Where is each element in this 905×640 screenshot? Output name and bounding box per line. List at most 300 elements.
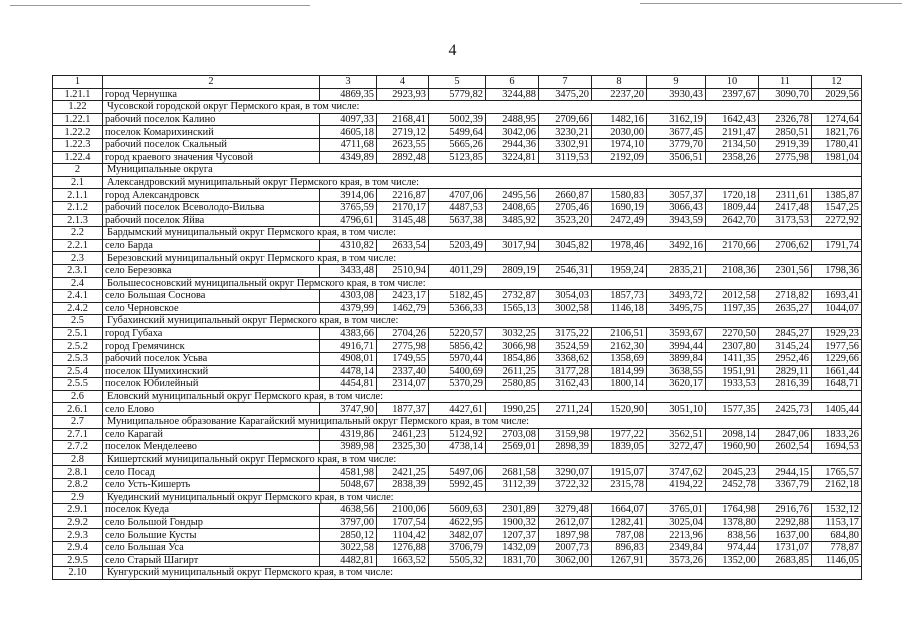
value-cell: 2580,85	[486, 378, 539, 391]
value-cell: 3573,26	[647, 554, 706, 567]
value-cell: 3244,88	[486, 88, 539, 101]
value-cell: 3994,44	[647, 340, 706, 353]
value-cell: 1693,41	[812, 290, 862, 303]
row-code: 2.8.1	[53, 466, 103, 479]
row-code: 2.9	[53, 491, 103, 504]
section-title: Губахинский муниципальный округ Пермского края, в том числе:	[103, 315, 862, 328]
value-cell: 3747,90	[320, 403, 377, 416]
table-row	[53, 516, 862, 529]
value-cell: 5779,82	[429, 88, 486, 101]
value-cell: 2461,23	[377, 428, 429, 441]
value-cell: 3706,79	[429, 541, 486, 554]
value-cell: 2681,58	[486, 466, 539, 479]
value-cell: 2162,30	[592, 340, 647, 353]
value-cell: 684,80	[812, 529, 862, 542]
value-cell: 2030,00	[592, 126, 647, 139]
table-row	[53, 239, 862, 252]
row-code: 2.5	[53, 315, 103, 328]
value-cell: 2192,09	[592, 151, 647, 164]
value-cell: 1731,07	[759, 541, 812, 554]
value-cell: 1462,79	[377, 302, 429, 315]
value-cell: 1565,13	[486, 302, 539, 315]
value-cell: 5856,42	[429, 340, 486, 353]
settlement-name: село Посад	[103, 466, 320, 479]
section-title: Кишертский муниципальный округ Пермского края, в том числе:	[103, 453, 862, 466]
value-cell: 3620,17	[647, 378, 706, 391]
settlement-name: село Большая Соснова	[103, 290, 320, 303]
value-cell: 2098,14	[706, 428, 759, 441]
section-row	[53, 315, 862, 328]
table-row	[53, 302, 862, 315]
table-row	[53, 554, 862, 567]
table-row	[53, 441, 862, 454]
value-cell: 2633,54	[377, 239, 429, 252]
value-cell: 2168,41	[377, 113, 429, 126]
value-cell: 2944,36	[486, 138, 539, 151]
section-row	[53, 252, 862, 265]
value-cell: 3765,01	[647, 504, 706, 517]
value-cell: 1352,00	[706, 554, 759, 567]
table-row	[53, 353, 862, 366]
settlement-name: рабочий поселок Яйва	[103, 214, 320, 227]
value-cell: 4349,89	[320, 151, 377, 164]
column-number-row	[53, 76, 862, 89]
scan-edge-line-right	[640, 3, 902, 4]
settlement-name: село Большой Гондыр	[103, 516, 320, 529]
value-cell: 2569,01	[486, 441, 539, 454]
value-cell: 2216,87	[377, 189, 429, 202]
value-cell: 3290,07	[539, 466, 592, 479]
value-cell: 4310,82	[320, 239, 377, 252]
value-cell: 2452,78	[706, 479, 759, 492]
value-cell: 4478,14	[320, 365, 377, 378]
value-cell: 3765,59	[320, 201, 377, 214]
value-cell: 4319,86	[320, 428, 377, 441]
value-cell: 5220,57	[429, 327, 486, 340]
value-cell: 1833,26	[812, 428, 862, 441]
value-cell: 3899,84	[647, 353, 706, 366]
value-cell: 2705,46	[539, 201, 592, 214]
value-cell: 1765,57	[812, 466, 862, 479]
value-cell: 3593,67	[647, 327, 706, 340]
value-cell: 5182,45	[429, 290, 486, 303]
section-title: Еловский муниципальный округ Пермского края, в том числе:	[103, 390, 862, 403]
value-cell: 1900,32	[486, 516, 539, 529]
value-cell: 1547,25	[812, 201, 862, 214]
value-cell: 5400,69	[429, 365, 486, 378]
value-cell: 2704,26	[377, 327, 429, 340]
value-cell: 4638,56	[320, 504, 377, 517]
value-cell: 1282,41	[592, 516, 647, 529]
settlement-name: рабочий поселок Усьва	[103, 353, 320, 366]
value-cell: 3042,06	[486, 126, 539, 139]
value-cell: 2850,51	[759, 126, 812, 139]
value-cell: 4711,68	[320, 138, 377, 151]
value-cell: 1577,35	[706, 403, 759, 416]
settlement-name: город Гремячинск	[103, 340, 320, 353]
section-row	[53, 416, 862, 429]
table-row	[53, 126, 862, 139]
value-cell: 2012,58	[706, 290, 759, 303]
value-cell: 2106,51	[592, 327, 647, 340]
section-title: Кунгурский муниципальный округ Пермского края, в том числе:	[103, 567, 862, 580]
value-cell: 1929,23	[812, 327, 862, 340]
tariff-table	[52, 75, 862, 580]
scan-edge-line-left	[10, 5, 310, 6]
settlement-name: село Большая Уса	[103, 541, 320, 554]
value-cell: 1378,80	[706, 516, 759, 529]
value-cell: 3493,72	[647, 290, 706, 303]
value-cell: 2301,89	[486, 504, 539, 517]
table-row	[53, 327, 862, 340]
value-cell: 4622,95	[429, 516, 486, 529]
value-cell: 1104,42	[377, 529, 429, 542]
settlement-name: село Елово	[103, 403, 320, 416]
value-cell: 3495,75	[647, 302, 706, 315]
row-code: 2.4.2	[53, 302, 103, 315]
value-cell: 3492,16	[647, 239, 706, 252]
section-row	[53, 277, 862, 290]
value-cell: 2732,87	[486, 290, 539, 303]
value-cell: 5609,63	[429, 504, 486, 517]
value-cell: 3022,58	[320, 541, 377, 554]
value-cell: 5048,67	[320, 479, 377, 492]
value-cell: 3057,37	[647, 189, 706, 202]
value-cell: 4908,01	[320, 353, 377, 366]
value-cell: 2838,39	[377, 479, 429, 492]
value-cell: 787,08	[592, 529, 647, 542]
value-cell: 1877,37	[377, 403, 429, 416]
value-cell: 4487,53	[429, 201, 486, 214]
column-number-cell: 4	[377, 76, 429, 89]
value-cell: 2170,17	[377, 201, 429, 214]
value-cell: 1959,24	[592, 264, 647, 277]
value-cell: 3475,20	[539, 88, 592, 101]
settlement-name: село Карагай	[103, 428, 320, 441]
value-cell: 1044,07	[812, 302, 862, 315]
value-cell: 2510,94	[377, 264, 429, 277]
value-cell: 5992,45	[429, 479, 486, 492]
value-cell: 2408,65	[486, 201, 539, 214]
row-code: 2.8.2	[53, 479, 103, 492]
settlement-name: село Барда	[103, 239, 320, 252]
value-cell: 3017,94	[486, 239, 539, 252]
value-cell: 2703,08	[486, 428, 539, 441]
value-cell: 4011,29	[429, 264, 486, 277]
value-cell: 1707,54	[377, 516, 429, 529]
row-code: 2.5.2	[53, 340, 103, 353]
value-cell: 2683,85	[759, 554, 812, 567]
value-cell: 3145,48	[377, 214, 429, 227]
value-cell: 4194,22	[647, 479, 706, 492]
value-cell: 1648,71	[812, 378, 862, 391]
settlement-name: рабочий поселок Калино	[103, 113, 320, 126]
value-cell: 5124,92	[429, 428, 486, 441]
value-cell: 1664,07	[592, 504, 647, 517]
value-cell: 3177,28	[539, 365, 592, 378]
table-row	[53, 290, 862, 303]
section-row	[53, 164, 862, 177]
value-cell: 2706,62	[759, 239, 812, 252]
column-number-cell: 5	[429, 76, 486, 89]
value-cell: 3302,91	[539, 138, 592, 151]
value-cell: 3162,43	[539, 378, 592, 391]
value-cell: 1580,83	[592, 189, 647, 202]
value-cell: 1358,69	[592, 353, 647, 366]
value-cell: 2850,12	[320, 529, 377, 542]
value-cell: 3025,04	[647, 516, 706, 529]
table-row	[53, 113, 862, 126]
value-cell: 4454,81	[320, 378, 377, 391]
section-title: Чусовской городской округ Пермского края, в том числе:	[103, 101, 862, 114]
value-cell: 2301,56	[759, 264, 812, 277]
value-cell: 2191,47	[706, 126, 759, 139]
value-cell: 4383,66	[320, 327, 377, 340]
value-cell: 2845,27	[759, 327, 812, 340]
value-cell: 3638,55	[647, 365, 706, 378]
value-cell: 1791,74	[812, 239, 862, 252]
value-cell: 3485,92	[486, 214, 539, 227]
value-cell: 2358,26	[706, 151, 759, 164]
row-code: 1.21.1	[53, 88, 103, 101]
value-cell: 2425,73	[759, 403, 812, 416]
value-cell: 2719,12	[377, 126, 429, 139]
value-cell: 1661,44	[812, 365, 862, 378]
value-cell: 1411,35	[706, 353, 759, 366]
row-code: 2.7.1	[53, 428, 103, 441]
value-cell: 1951,91	[706, 365, 759, 378]
row-code: 1.22.2	[53, 126, 103, 139]
row-code: 2.5.5	[53, 378, 103, 391]
row-code: 2.10	[53, 567, 103, 580]
value-cell: 2775,98	[377, 340, 429, 353]
value-cell: 4379,99	[320, 302, 377, 315]
section-row	[53, 227, 862, 240]
value-cell: 3433,48	[320, 264, 377, 277]
value-cell: 2546,31	[539, 264, 592, 277]
value-cell: 3722,32	[539, 479, 592, 492]
section-row	[53, 390, 862, 403]
value-cell: 4738,14	[429, 441, 486, 454]
row-code: 2	[53, 164, 103, 177]
settlement-name: рабочий поселок Скальный	[103, 138, 320, 151]
settlement-name: поселок Шумихинский	[103, 365, 320, 378]
settlement-name: поселок Менделеево	[103, 441, 320, 454]
value-cell: 1274,64	[812, 113, 862, 126]
settlement-name: город Александровск	[103, 189, 320, 202]
row-code: 1.22	[53, 101, 103, 114]
row-code: 2.4	[53, 277, 103, 290]
value-cell: 1800,14	[592, 378, 647, 391]
row-code: 1.22.3	[53, 138, 103, 151]
value-cell: 1229,66	[812, 353, 862, 366]
row-code: 2.9.4	[53, 541, 103, 554]
value-cell: 3045,82	[539, 239, 592, 252]
value-cell: 2311,61	[759, 189, 812, 202]
table-row	[53, 214, 862, 227]
row-code: 2.7	[53, 416, 103, 429]
table-row	[53, 201, 862, 214]
settlement-name: город краевого значения Чусовой	[103, 151, 320, 164]
value-cell: 3112,39	[486, 479, 539, 492]
value-cell: 3159,98	[539, 428, 592, 441]
section-title: Александровский муниципальный округ Пермского края, в том числе:	[103, 176, 862, 189]
value-cell: 2809,19	[486, 264, 539, 277]
value-cell: 2635,27	[759, 302, 812, 315]
value-cell: 1933,53	[706, 378, 759, 391]
value-cell: 3119,53	[539, 151, 592, 164]
value-cell: 4707,06	[429, 189, 486, 202]
value-cell: 3943,59	[647, 214, 706, 227]
value-cell: 4482,81	[320, 554, 377, 567]
value-cell: 3747,62	[647, 466, 706, 479]
value-cell: 3162,19	[647, 113, 706, 126]
value-cell: 1276,88	[377, 541, 429, 554]
value-cell: 3175,22	[539, 327, 592, 340]
row-code: 1.22.4	[53, 151, 103, 164]
value-cell: 3779,70	[647, 138, 706, 151]
value-cell: 1694,53	[812, 441, 862, 454]
value-cell: 1482,16	[592, 113, 647, 126]
value-cell: 1780,41	[812, 138, 862, 151]
value-cell: 5370,29	[429, 378, 486, 391]
value-cell: 4581,98	[320, 466, 377, 479]
page-number: 4	[448, 42, 457, 59]
value-cell: 2642,70	[706, 214, 759, 227]
table-row	[53, 340, 862, 353]
value-cell: 1207,37	[486, 529, 539, 542]
row-code: 2.3.1	[53, 264, 103, 277]
row-code: 2.1.3	[53, 214, 103, 227]
value-cell: 5002,39	[429, 113, 486, 126]
section-row	[53, 491, 862, 504]
row-code: 2.9.5	[53, 554, 103, 567]
value-cell: 4097,33	[320, 113, 377, 126]
table-row	[53, 365, 862, 378]
value-cell: 1385,87	[812, 189, 862, 202]
settlement-name: село Большие Кусты	[103, 529, 320, 542]
value-cell: 2337,40	[377, 365, 429, 378]
value-cell: 1720,18	[706, 189, 759, 202]
value-cell: 2711,24	[539, 403, 592, 416]
table-row	[53, 403, 862, 416]
row-code: 2.6.1	[53, 403, 103, 416]
value-cell: 5637,38	[429, 214, 486, 227]
table-body	[53, 76, 862, 580]
column-number-cell: 3	[320, 76, 377, 89]
value-cell: 2829,11	[759, 365, 812, 378]
value-cell: 2349,84	[647, 541, 706, 554]
value-cell: 3002,58	[539, 302, 592, 315]
value-cell: 3989,98	[320, 441, 377, 454]
value-cell: 3562,51	[647, 428, 706, 441]
value-cell: 2816,39	[759, 378, 812, 391]
row-code: 2.1.1	[53, 189, 103, 202]
row-code: 2.1	[53, 176, 103, 189]
section-title: Муниципальные округа	[103, 164, 862, 177]
value-cell: 5497,06	[429, 466, 486, 479]
value-cell: 3230,21	[539, 126, 592, 139]
section-row	[53, 176, 862, 189]
value-cell: 1978,46	[592, 239, 647, 252]
value-cell: 3062,00	[539, 554, 592, 567]
value-cell: 1532,12	[812, 504, 862, 517]
column-number-cell: 8	[592, 76, 647, 89]
value-cell: 5366,33	[429, 302, 486, 315]
value-cell: 4916,71	[320, 340, 377, 353]
value-cell: 1831,70	[486, 554, 539, 567]
table-row	[53, 466, 862, 479]
value-cell: 1637,00	[759, 529, 812, 542]
value-cell: 1798,36	[812, 264, 862, 277]
value-cell: 2029,56	[812, 88, 862, 101]
value-cell: 1897,98	[539, 529, 592, 542]
row-code: 2.3	[53, 252, 103, 265]
column-number-cell: 12	[812, 76, 862, 89]
settlement-name: поселок Куеда	[103, 504, 320, 517]
value-cell: 4869,35	[320, 88, 377, 101]
value-cell: 1857,73	[592, 290, 647, 303]
value-cell: 2007,73	[539, 541, 592, 554]
value-cell: 2916,76	[759, 504, 812, 517]
value-cell: 1146,05	[812, 554, 862, 567]
section-title: Березовский муниципальный округ Пермского края, в том числе:	[103, 252, 862, 265]
table-row	[53, 138, 862, 151]
table-row	[53, 88, 862, 101]
column-number-cell: 10	[706, 76, 759, 89]
value-cell: 778,87	[812, 541, 862, 554]
value-cell: 1821,76	[812, 126, 862, 139]
value-cell: 2326,78	[759, 113, 812, 126]
value-cell: 1915,07	[592, 466, 647, 479]
value-cell: 838,56	[706, 529, 759, 542]
table-row	[53, 378, 862, 391]
value-cell: 4427,61	[429, 403, 486, 416]
value-cell: 1990,25	[486, 403, 539, 416]
section-title: Бардымский муниципальный округ Пермского края, в том числе:	[103, 227, 862, 240]
value-cell: 1764,98	[706, 504, 759, 517]
value-cell: 3797,00	[320, 516, 377, 529]
value-cell: 2611,25	[486, 365, 539, 378]
value-cell: 4796,61	[320, 214, 377, 227]
value-cell: 2612,07	[539, 516, 592, 529]
value-cell: 1854,86	[486, 353, 539, 366]
value-cell: 1146,18	[592, 302, 647, 315]
value-cell: 1977,22	[592, 428, 647, 441]
settlement-name: село Старый Шагирт	[103, 554, 320, 567]
value-cell: 2623,55	[377, 138, 429, 151]
row-code: 2.6	[53, 390, 103, 403]
value-cell: 2660,87	[539, 189, 592, 202]
value-cell: 3066,43	[647, 201, 706, 214]
settlement-name: поселок Юбилейный	[103, 378, 320, 391]
value-cell: 2292,88	[759, 516, 812, 529]
row-code: 2.1.2	[53, 201, 103, 214]
settlement-name: город Губаха	[103, 327, 320, 340]
value-cell: 2170,66	[706, 239, 759, 252]
value-cell: 2919,39	[759, 138, 812, 151]
value-cell: 5499,64	[429, 126, 486, 139]
table-row	[53, 541, 862, 554]
value-cell: 2237,20	[592, 88, 647, 101]
row-code: 2.2.1	[53, 239, 103, 252]
value-cell: 1267,91	[592, 554, 647, 567]
value-cell: 1405,44	[812, 403, 862, 416]
settlement-name: город Чернушка	[103, 88, 320, 101]
value-cell: 1809,44	[706, 201, 759, 214]
value-cell: 4605,18	[320, 126, 377, 139]
value-cell: 3145,24	[759, 340, 812, 353]
